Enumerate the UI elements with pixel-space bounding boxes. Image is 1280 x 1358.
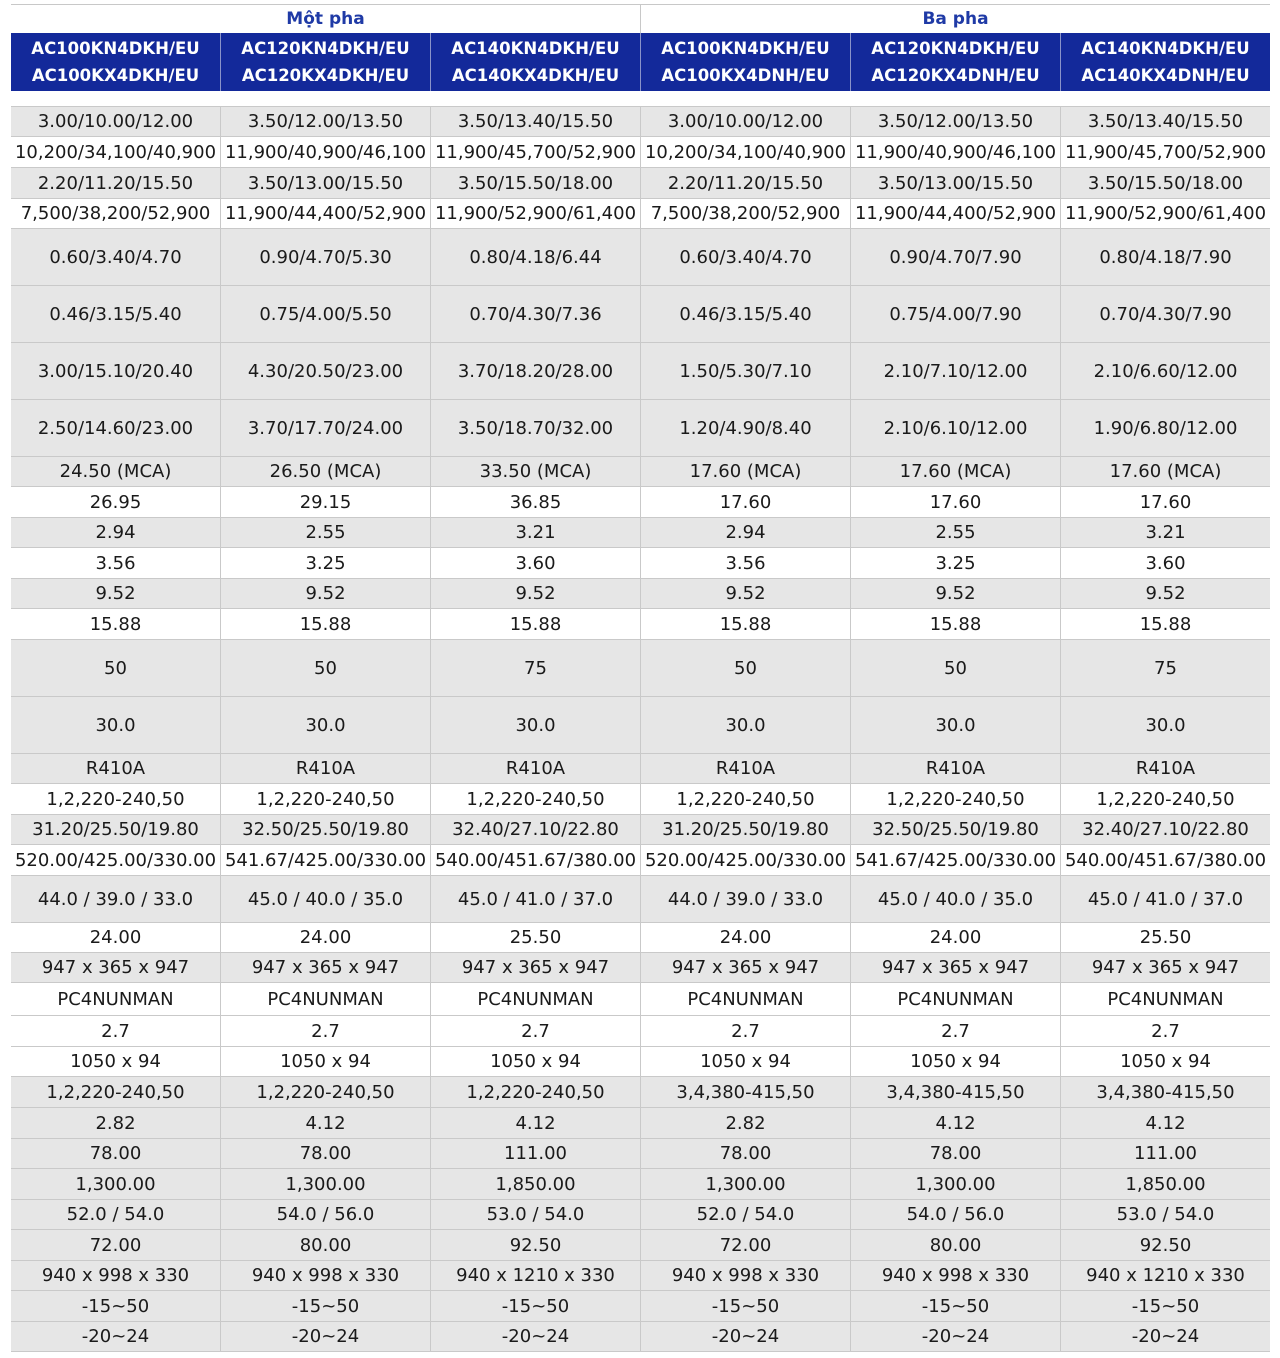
table-cell: 32.50/25.50/19.80 bbox=[850, 815, 1060, 844]
table-cell: 940 x 998 x 330 bbox=[850, 1261, 1060, 1290]
header-gap bbox=[11, 91, 1270, 106]
table-cell: 2.7 bbox=[640, 1016, 850, 1046]
table-cell: 33.50 (MCA) bbox=[430, 457, 640, 486]
table-cell: 78.00 bbox=[220, 1139, 430, 1168]
table-row bbox=[11, 1230, 1270, 1261]
table-cell: -20~24 bbox=[850, 1322, 1060, 1351]
table-cell: 1,300.00 bbox=[220, 1169, 430, 1199]
table-cell: R410A bbox=[1060, 754, 1270, 783]
table-cell: 111.00 bbox=[430, 1139, 640, 1168]
table-cell: 30.0 bbox=[430, 697, 640, 753]
table-row bbox=[11, 983, 1270, 1016]
table-cell: 7,500/38,200/52,900 bbox=[11, 199, 220, 228]
table-cell: 1,2,220-240,50 bbox=[11, 784, 220, 814]
table-cell: -20~24 bbox=[1060, 1322, 1270, 1351]
table-cell: 940 x 1210 x 330 bbox=[1060, 1261, 1270, 1290]
table-cell: 92.50 bbox=[1060, 1230, 1270, 1260]
table-cell: 9.52 bbox=[430, 579, 640, 608]
table-cell: 25.50 bbox=[430, 923, 640, 952]
table-cell: 3.56 bbox=[11, 548, 220, 578]
model-name: AC140KN4DKH/EU bbox=[451, 39, 620, 58]
table-cell: 520.00/425.00/330.00 bbox=[640, 845, 850, 875]
table-cell: 72.00 bbox=[640, 1230, 850, 1260]
table-cell: 1,300.00 bbox=[640, 1169, 850, 1199]
table-cell: 10,200/34,100/40,900 bbox=[640, 137, 850, 167]
table-cell: 1,2,220-240,50 bbox=[850, 784, 1060, 814]
table-cell: 26.95 bbox=[11, 487, 220, 517]
table-cell: 3,4,380-415,50 bbox=[850, 1077, 1060, 1107]
table-cell: 4.12 bbox=[1060, 1108, 1270, 1138]
table-cell: 32.50/25.50/19.80 bbox=[220, 815, 430, 844]
table-cell: 1.90/6.80/12.00 bbox=[1060, 400, 1270, 456]
table-cell: 3,4,380-415,50 bbox=[640, 1077, 850, 1107]
table-cell: 541.67/425.00/330.00 bbox=[850, 845, 1060, 875]
phase-header-single: Một pha bbox=[11, 4, 640, 33]
table-cell: 17.60 (MCA) bbox=[850, 457, 1060, 486]
table-cell: 17.60 (MCA) bbox=[1060, 457, 1270, 486]
table-cell: 54.0 / 56.0 bbox=[220, 1200, 430, 1229]
table-cell: 17.60 bbox=[1060, 487, 1270, 517]
table-cell: -15~50 bbox=[11, 1291, 220, 1321]
table-cell: 541.67/425.00/330.00 bbox=[220, 845, 430, 875]
table-row bbox=[11, 876, 1270, 923]
table-cell: 0.90/4.70/7.90 bbox=[850, 229, 1060, 285]
table-cell: 3.50/13.00/15.50 bbox=[220, 168, 430, 198]
table-cell: 2.10/6.60/12.00 bbox=[1060, 343, 1270, 399]
table-cell: 3.50/15.50/18.00 bbox=[430, 168, 640, 198]
table-cell: 0.70/4.30/7.90 bbox=[1060, 286, 1270, 342]
table-cell: R410A bbox=[11, 754, 220, 783]
table-cell: 1050 x 94 bbox=[850, 1047, 1060, 1076]
table-row bbox=[11, 1139, 1270, 1169]
table-cell: PC4NUNMAN bbox=[640, 983, 850, 1015]
table-row bbox=[11, 1291, 1270, 1322]
table-cell: 31.20/25.50/19.80 bbox=[640, 815, 850, 844]
table-cell: 1,2,220-240,50 bbox=[1060, 784, 1270, 814]
table-cell: 44.0 / 39.0 / 33.0 bbox=[640, 876, 850, 922]
table-cell: R410A bbox=[640, 754, 850, 783]
model-name: AC100KN4DKH/EU bbox=[31, 39, 200, 58]
model-header-cell bbox=[1060, 33, 1270, 91]
table-cell: 947 x 365 x 947 bbox=[1060, 953, 1270, 982]
table-cell: 940 x 1210 x 330 bbox=[430, 1261, 640, 1290]
model-name: AC120KX4DKH/EU bbox=[241, 66, 410, 85]
table-row bbox=[11, 754, 1270, 784]
table-cell: 50 bbox=[850, 640, 1060, 696]
table-cell: -15~50 bbox=[220, 1291, 430, 1321]
table-cell: 940 x 998 x 330 bbox=[11, 1261, 220, 1290]
table-row bbox=[11, 400, 1270, 457]
table-cell: 1.20/4.90/8.40 bbox=[640, 400, 850, 456]
table-cell: 52.0 / 54.0 bbox=[11, 1200, 220, 1229]
model-name: AC100KN4DKH/EU bbox=[661, 39, 830, 58]
table-cell: -15~50 bbox=[430, 1291, 640, 1321]
table-cell: R410A bbox=[220, 754, 430, 783]
table-cell: PC4NUNMAN bbox=[11, 983, 220, 1015]
table-cell: 3.00/15.10/20.40 bbox=[11, 343, 220, 399]
table-cell: 0.60/3.40/4.70 bbox=[11, 229, 220, 285]
table-cell: 3.70/18.20/28.00 bbox=[430, 343, 640, 399]
table-cell: 45.0 / 40.0 / 35.0 bbox=[850, 876, 1060, 922]
table-cell: 7,500/38,200/52,900 bbox=[640, 199, 850, 228]
table-cell: 2.7 bbox=[850, 1016, 1060, 1046]
table-row bbox=[11, 199, 1270, 229]
table-cell: 3.25 bbox=[850, 548, 1060, 578]
table-cell: 30.0 bbox=[11, 697, 220, 753]
table-cell: 3.50/18.70/32.00 bbox=[430, 400, 640, 456]
table-cell: 3.56 bbox=[640, 548, 850, 578]
table-cell: 1,2,220-240,50 bbox=[220, 784, 430, 814]
table-cell: 53.0 / 54.0 bbox=[430, 1200, 640, 1229]
table-cell: 1050 x 94 bbox=[430, 1047, 640, 1076]
table-cell: 2.55 bbox=[220, 518, 430, 547]
table-cell: 15.88 bbox=[11, 609, 220, 639]
table-cell: 9.52 bbox=[220, 579, 430, 608]
table-cell: 0.90/4.70/5.30 bbox=[220, 229, 430, 285]
table-cell: 947 x 365 x 947 bbox=[640, 953, 850, 982]
table-cell: 3.50/15.50/18.00 bbox=[1060, 168, 1270, 198]
table-cell: 2.7 bbox=[1060, 1016, 1270, 1046]
table-cell: 940 x 998 x 330 bbox=[220, 1261, 430, 1290]
table-cell: -20~24 bbox=[640, 1322, 850, 1351]
table-cell: 36.85 bbox=[430, 487, 640, 517]
table-cell: 4.30/20.50/23.00 bbox=[220, 343, 430, 399]
table-cell: 3.60 bbox=[1060, 548, 1270, 578]
table-cell: 4.12 bbox=[430, 1108, 640, 1138]
table-cell: 2.94 bbox=[11, 518, 220, 547]
table-row bbox=[11, 137, 1270, 168]
table-cell: 32.40/27.10/22.80 bbox=[1060, 815, 1270, 844]
table-cell: 50 bbox=[640, 640, 850, 696]
model-header-cell bbox=[220, 33, 430, 91]
table-cell: 78.00 bbox=[640, 1139, 850, 1168]
table-row bbox=[11, 106, 1270, 137]
table-cell: -15~50 bbox=[850, 1291, 1060, 1321]
model-name: AC140KX4DNH/EU bbox=[1081, 66, 1250, 85]
table-cell: 2.55 bbox=[850, 518, 1060, 547]
table-cell: 15.88 bbox=[430, 609, 640, 639]
table-cell: 2.94 bbox=[640, 518, 850, 547]
model-name: AC140KN4DKH/EU bbox=[1081, 39, 1250, 58]
table-cell: 78.00 bbox=[11, 1139, 220, 1168]
table-cell: 1,2,220-240,50 bbox=[430, 1077, 640, 1107]
table-row bbox=[11, 815, 1270, 845]
table-cell: 9.52 bbox=[11, 579, 220, 608]
table-cell: 11,900/45,700/52,900 bbox=[430, 137, 640, 167]
table-cell: 0.46/3.15/5.40 bbox=[11, 286, 220, 342]
table-cell: 3.50/13.40/15.50 bbox=[430, 107, 640, 136]
table-cell: 50 bbox=[220, 640, 430, 696]
table-cell: 3.21 bbox=[1060, 518, 1270, 547]
table-cell: 75 bbox=[1060, 640, 1270, 696]
table-row bbox=[11, 343, 1270, 400]
spec-table bbox=[11, 4, 1270, 1352]
table-cell: 947 x 365 x 947 bbox=[220, 953, 430, 982]
table-cell: 1,2,220-240,50 bbox=[220, 1077, 430, 1107]
model-name: AC100KX4DNH/EU bbox=[661, 66, 830, 85]
spec-rows bbox=[11, 106, 1270, 1352]
table-cell: 15.88 bbox=[640, 609, 850, 639]
table-cell: 1,2,220-240,50 bbox=[430, 784, 640, 814]
table-cell: 92.50 bbox=[430, 1230, 640, 1260]
table-row bbox=[11, 845, 1270, 876]
table-cell: 15.88 bbox=[220, 609, 430, 639]
table-cell: 3.50/13.40/15.50 bbox=[1060, 107, 1270, 136]
table-cell: 2.82 bbox=[640, 1108, 850, 1138]
table-cell: 45.0 / 41.0 / 37.0 bbox=[1060, 876, 1270, 922]
table-cell: 1050 x 94 bbox=[11, 1047, 220, 1076]
table-cell: 3.50/12.00/13.50 bbox=[220, 107, 430, 136]
table-cell: 32.40/27.10/22.80 bbox=[430, 815, 640, 844]
table-cell: 30.0 bbox=[1060, 697, 1270, 753]
table-cell: 1050 x 94 bbox=[220, 1047, 430, 1076]
model-name: AC120KN4DKH/EU bbox=[871, 39, 1040, 58]
table-cell: PC4NUNMAN bbox=[1060, 983, 1270, 1015]
table-row bbox=[11, 579, 1270, 609]
table-cell: 15.88 bbox=[1060, 609, 1270, 639]
table-cell: 1,2,220-240,50 bbox=[640, 784, 850, 814]
table-row bbox=[11, 640, 1270, 697]
table-cell: 1.50/5.30/7.10 bbox=[640, 343, 850, 399]
table-cell: 72.00 bbox=[11, 1230, 220, 1260]
table-cell: 2.7 bbox=[430, 1016, 640, 1046]
table-cell: PC4NUNMAN bbox=[430, 983, 640, 1015]
table-row bbox=[11, 953, 1270, 983]
table-cell: 1,850.00 bbox=[1060, 1169, 1270, 1199]
table-cell: 9.52 bbox=[640, 579, 850, 608]
table-cell: 11,900/40,900/46,100 bbox=[850, 137, 1060, 167]
table-row bbox=[11, 229, 1270, 286]
table-cell: 80.00 bbox=[220, 1230, 430, 1260]
table-cell: 1,2,220-240,50 bbox=[11, 1077, 220, 1107]
table-cell: 947 x 365 x 947 bbox=[430, 953, 640, 982]
phase-header-three: Ba pha bbox=[640, 4, 1270, 33]
table-cell: 540.00/451.67/380.00 bbox=[1060, 845, 1270, 875]
table-cell: 947 x 365 x 947 bbox=[850, 953, 1060, 982]
table-cell: 24.00 bbox=[850, 923, 1060, 952]
table-cell: -20~24 bbox=[11, 1322, 220, 1351]
table-cell: 52.0 / 54.0 bbox=[640, 1200, 850, 1229]
table-cell: 17.60 bbox=[640, 487, 850, 517]
table-row bbox=[11, 1016, 1270, 1047]
table-cell: 31.20/25.50/19.80 bbox=[11, 815, 220, 844]
table-cell: 3.50/13.00/15.50 bbox=[850, 168, 1060, 198]
table-cell: 78.00 bbox=[850, 1139, 1060, 1168]
table-cell: 2.7 bbox=[220, 1016, 430, 1046]
table-cell: 53.0 / 54.0 bbox=[1060, 1200, 1270, 1229]
table-row bbox=[11, 1108, 1270, 1139]
table-row bbox=[11, 548, 1270, 579]
table-row bbox=[11, 609, 1270, 640]
table-cell: 45.0 / 41.0 / 37.0 bbox=[430, 876, 640, 922]
model-name: AC140KX4DKH/EU bbox=[451, 66, 620, 85]
table-cell: 3,4,380-415,50 bbox=[1060, 1077, 1270, 1107]
table-cell: PC4NUNMAN bbox=[220, 983, 430, 1015]
table-row bbox=[11, 487, 1270, 518]
table-cell: 11,900/52,900/61,400 bbox=[430, 199, 640, 228]
table-cell: 3.00/10.00/12.00 bbox=[640, 107, 850, 136]
table-cell: 15.88 bbox=[850, 609, 1060, 639]
table-cell: 3.25 bbox=[220, 548, 430, 578]
model-header-cell bbox=[640, 33, 850, 91]
table-cell: 25.50 bbox=[1060, 923, 1270, 952]
table-row bbox=[11, 1169, 1270, 1200]
table-row bbox=[11, 286, 1270, 343]
table-cell: 24.00 bbox=[11, 923, 220, 952]
phase-header-row bbox=[11, 4, 1270, 33]
table-row bbox=[11, 1047, 1270, 1077]
table-cell: 947 x 365 x 947 bbox=[11, 953, 220, 982]
table-cell: 3.50/12.00/13.50 bbox=[850, 107, 1060, 136]
table-cell: -20~24 bbox=[220, 1322, 430, 1351]
table-cell: 24.00 bbox=[640, 923, 850, 952]
table-cell: 9.52 bbox=[850, 579, 1060, 608]
table-cell: -15~50 bbox=[1060, 1291, 1270, 1321]
table-cell: 3.70/17.70/24.00 bbox=[220, 400, 430, 456]
table-cell: 11,900/40,900/46,100 bbox=[220, 137, 430, 167]
table-cell: 4.12 bbox=[220, 1108, 430, 1138]
table-cell: 17.60 bbox=[850, 487, 1060, 517]
table-row bbox=[11, 1077, 1270, 1108]
table-cell: 940 x 998 x 330 bbox=[640, 1261, 850, 1290]
table-cell: 1,300.00 bbox=[850, 1169, 1060, 1199]
table-cell: 10,200/34,100/40,900 bbox=[11, 137, 220, 167]
table-cell: 1050 x 94 bbox=[640, 1047, 850, 1076]
table-cell: 2.10/7.10/12.00 bbox=[850, 343, 1060, 399]
table-cell: 75 bbox=[430, 640, 640, 696]
table-cell: 30.0 bbox=[220, 697, 430, 753]
model-header-cell bbox=[430, 33, 640, 91]
table-cell: R410A bbox=[430, 754, 640, 783]
table-cell: 11,900/44,400/52,900 bbox=[220, 199, 430, 228]
table-cell: 520.00/425.00/330.00 bbox=[11, 845, 220, 875]
table-cell: 17.60 (MCA) bbox=[640, 457, 850, 486]
table-cell: 4.12 bbox=[850, 1108, 1060, 1138]
table-cell: 0.75/4.00/7.90 bbox=[850, 286, 1060, 342]
table-cell: 30.0 bbox=[640, 697, 850, 753]
table-cell: 54.0 / 56.0 bbox=[850, 1200, 1060, 1229]
table-cell: 2.20/11.20/15.50 bbox=[640, 168, 850, 198]
table-cell: 111.00 bbox=[1060, 1139, 1270, 1168]
model-header-cell bbox=[850, 33, 1060, 91]
table-row bbox=[11, 168, 1270, 199]
table-cell: 0.75/4.00/5.50 bbox=[220, 286, 430, 342]
table-row bbox=[11, 697, 1270, 754]
table-cell: 0.46/3.15/5.40 bbox=[640, 286, 850, 342]
table-cell: R410A bbox=[850, 754, 1060, 783]
table-row bbox=[11, 923, 1270, 953]
table-row bbox=[11, 1261, 1270, 1291]
table-cell: PC4NUNMAN bbox=[850, 983, 1060, 1015]
table-cell: 0.70/4.30/7.36 bbox=[430, 286, 640, 342]
table-row bbox=[11, 457, 1270, 487]
table-row bbox=[11, 518, 1270, 548]
table-cell: 11,900/44,400/52,900 bbox=[850, 199, 1060, 228]
table-cell: 45.0 / 40.0 / 35.0 bbox=[220, 876, 430, 922]
table-cell: 9.52 bbox=[1060, 579, 1270, 608]
table-cell: 3.21 bbox=[430, 518, 640, 547]
table-cell: 0.60/3.40/4.70 bbox=[640, 229, 850, 285]
table-row bbox=[11, 1322, 1270, 1352]
table-cell: -20~24 bbox=[430, 1322, 640, 1351]
table-cell: 1050 x 94 bbox=[1060, 1047, 1270, 1076]
table-row bbox=[11, 1200, 1270, 1230]
table-cell: 3.00/10.00/12.00 bbox=[11, 107, 220, 136]
table-cell: 540.00/451.67/380.00 bbox=[430, 845, 640, 875]
table-cell: 0.80/4.18/6.44 bbox=[430, 229, 640, 285]
table-cell: 2.50/14.60/23.00 bbox=[11, 400, 220, 456]
model-header-row bbox=[11, 33, 1270, 91]
table-cell: 0.80/4.18/7.90 bbox=[1060, 229, 1270, 285]
table-cell: 50 bbox=[11, 640, 220, 696]
model-name: AC120KN4DKH/EU bbox=[241, 39, 410, 58]
table-cell: 3.60 bbox=[430, 548, 640, 578]
table-cell: 80.00 bbox=[850, 1230, 1060, 1260]
table-cell: 30.0 bbox=[850, 697, 1060, 753]
table-cell: 11,900/52,900/61,400 bbox=[1060, 199, 1270, 228]
table-cell: 24.50 (MCA) bbox=[11, 457, 220, 486]
table-cell: 1,850.00 bbox=[430, 1169, 640, 1199]
model-header-cell bbox=[11, 33, 220, 91]
table-cell: 24.00 bbox=[220, 923, 430, 952]
table-cell: -15~50 bbox=[640, 1291, 850, 1321]
table-cell: 2.7 bbox=[11, 1016, 220, 1046]
table-cell: 11,900/45,700/52,900 bbox=[1060, 137, 1270, 167]
table-row bbox=[11, 784, 1270, 815]
table-cell: 26.50 (MCA) bbox=[220, 457, 430, 486]
table-cell: 2.20/11.20/15.50 bbox=[11, 168, 220, 198]
table-cell: 2.10/6.10/12.00 bbox=[850, 400, 1060, 456]
table-cell: 29.15 bbox=[220, 487, 430, 517]
table-cell: 1,300.00 bbox=[11, 1169, 220, 1199]
table-cell: 44.0 / 39.0 / 33.0 bbox=[11, 876, 220, 922]
model-name: AC100KX4DKH/EU bbox=[31, 66, 200, 85]
table-cell: 2.82 bbox=[11, 1108, 220, 1138]
model-name: AC120KX4DNH/EU bbox=[871, 66, 1040, 85]
